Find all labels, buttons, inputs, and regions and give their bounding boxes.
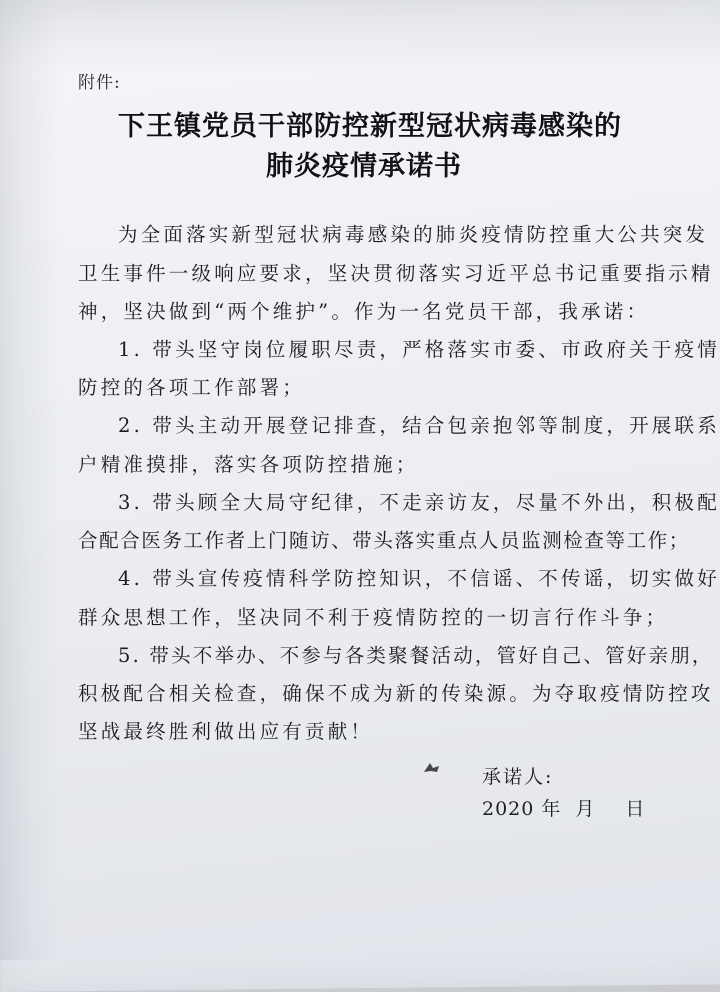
body-line: 神，坚决做到“两个维护”。作为一名党员干部，我承诺： bbox=[78, 300, 650, 323]
ink-smudge bbox=[422, 760, 442, 776]
body-line: 2. 带头主动开展登记排查，结合包亲抱邻等制度，开展联系 bbox=[118, 414, 720, 437]
signature-date bbox=[482, 794, 645, 821]
date-day: 日 bbox=[625, 798, 646, 820]
attachment-label: 附件: bbox=[78, 73, 121, 93]
body-line: 4. 带头宣传疫情科学防控知识，不信谣、不传谣，切实做好 bbox=[118, 567, 720, 590]
document-title-line-1: 下王镇党员干部防控新型冠状病毒感染的 bbox=[118, 111, 622, 142]
body-line: 合配合医务工作者上门随访、带头落实重点人员监测检查等工作； bbox=[78, 529, 690, 552]
body-line: 坚战最终胜利做出应有贡献！ bbox=[78, 720, 374, 743]
signatory-label: 承诺人: bbox=[482, 766, 554, 788]
body-line: 积极配合相关检查，确保不成为新的传染源。为夺取疫情防控攻 bbox=[78, 682, 714, 705]
body-line: 3. 带头顾全大局守纪律，不走亲访友，尽量不外出，积极配 bbox=[118, 491, 720, 514]
body-line: 1. 带头坚守岗位履职尽责，严格落实市委、市政府关于疫情 bbox=[118, 338, 720, 361]
document-title-line-2: 肺炎疫情承诺书 bbox=[266, 151, 462, 182]
body-line: 防控的各项工作部署； bbox=[78, 376, 306, 399]
body-line: 户精准摸排，落实各项防控措施； bbox=[78, 453, 419, 476]
date-year: 2020 年 bbox=[482, 798, 562, 820]
body-line: 群众思想工作，坚决同不利于疫情防控的一切言行作斗争； bbox=[78, 606, 669, 629]
body-line: 卫生事件一级响应要求，坚决贯彻落实习近平总书记重要指示精 bbox=[78, 262, 714, 285]
body-line: 5. 带头不举办、不参与各类聚餐活动，管好自己、管好亲朋， bbox=[118, 644, 714, 667]
body-line: 为全面落实新型冠状病毒感染的肺炎疫情防控重大公共突发 bbox=[118, 223, 709, 246]
date-month: 月 bbox=[575, 798, 596, 820]
